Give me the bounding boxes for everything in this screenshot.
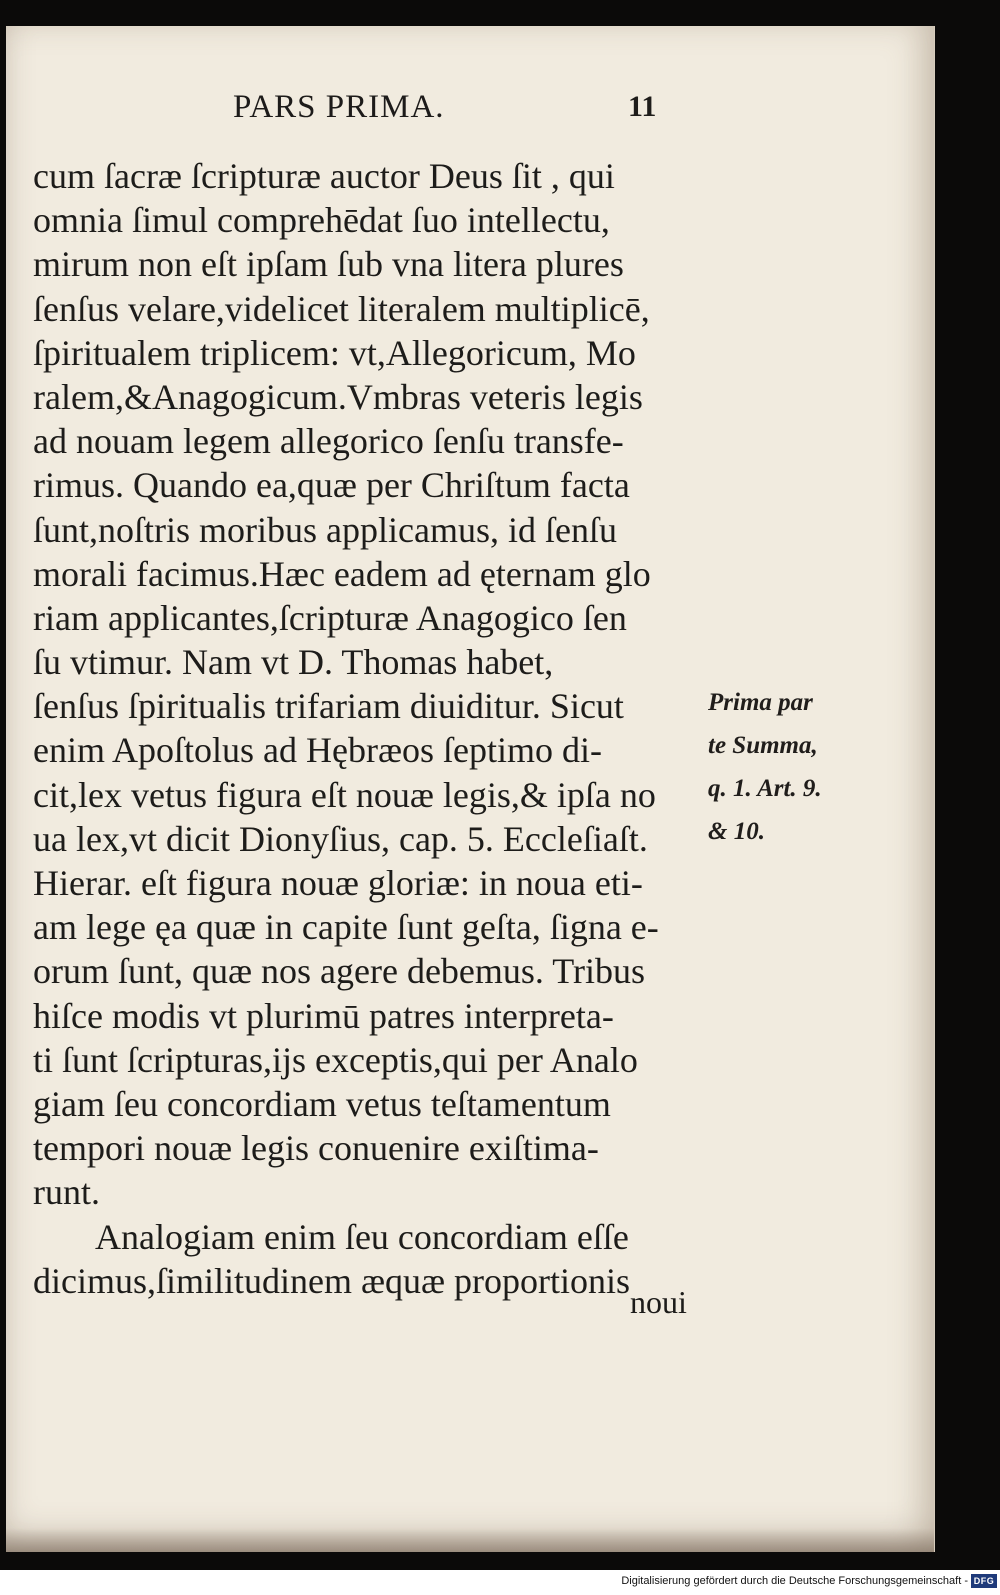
- page-bottom-shadow: [6, 1528, 934, 1552]
- dfg-logo-icon: DFG: [971, 1574, 997, 1588]
- text-line-24: runt.: [33, 1172, 100, 1213]
- text-line-11: riam applicantes,ſcripturæ Anagogico ſen: [33, 597, 627, 638]
- text-line-21: ti ſunt ſcripturas,ijs exceptis,qui per Analo: [33, 1039, 638, 1080]
- text-line-8: rimus. Quando ea,quæ per Chriſtum facta: [33, 465, 630, 506]
- marginal-note: [708, 681, 854, 853]
- marginal-line-1: Prima par: [708, 689, 813, 716]
- book-page: [6, 26, 935, 1552]
- text-line-5: ſpiritualem triplicem: vt,Allegoricum, Mo: [33, 332, 636, 373]
- text-line-16: ua lex,vt dicit Dionyſius, cap. 5. Eccleſiaſt.: [33, 818, 648, 859]
- text-line-22: giam ſeu concordiam vetus teſtamentum: [33, 1083, 611, 1124]
- text-line-14: enim Apoſtolus ad Hębræos ſeptimo di-: [33, 730, 602, 771]
- text-line-26: dicimus,ſimilitudinem æquæ proportionis: [33, 1260, 631, 1301]
- text-line-15: cit,lex vetus figura eſt nouæ legis,& ipſa no: [33, 774, 656, 815]
- text-line-13: ſenſus ſpiritualis trifariam diuiditur. Sicut: [33, 686, 624, 727]
- text-line-19: orum ſunt, quæ nos agere debemus. Tribus: [33, 951, 645, 992]
- text-line-7: ad nouam legem allegorico ſenſu transfe-: [33, 421, 624, 462]
- text-line-23: tempori nouæ legis conuenire exiſtima-: [33, 1128, 599, 1169]
- text-line-4: ſenſus velare,videlicet literalem multiplicē,: [33, 288, 650, 329]
- text-line-6: ralem,&Anagogicum.Vmbras veteris legis: [33, 376, 643, 417]
- text-line-18: am lege ęa quæ in capite ſunt geſta, ſigna e-: [33, 907, 659, 948]
- marginal-line-2: te Summa,: [708, 732, 818, 759]
- text-line-1: cum ſacræ ſcripturæ auctor Deus ſit , qui: [33, 156, 615, 196]
- marginal-line-3: q. 1. Art. 9.: [708, 775, 822, 802]
- text-line-3: mirum non eſt ipſam ſub vna litera plures: [33, 244, 624, 285]
- marginal-line-4: & 10.: [708, 818, 765, 845]
- text-line-25: Analogiam enim ſeu concordiam eſſe: [95, 1216, 629, 1257]
- folio-number: 11: [628, 90, 657, 123]
- catchword: noui: [630, 1284, 687, 1320]
- text-line-12: ſu vtimur. Nam vt D. Thomas habet,: [33, 642, 554, 683]
- text-line-9: ſunt,noſtris moribus applicamus, id ſenſu: [33, 509, 617, 550]
- digitization-footer: [0, 1570, 1000, 1595]
- text-line-10: morali facimus.Hæc eadem ad ęternam glo: [33, 553, 651, 594]
- text-line-2: omnia ſimul comprehēdat ſuo intellectu,: [33, 200, 610, 241]
- running-head: PARS PRIMA.: [233, 89, 445, 125]
- text-line-17: Hierar. eſt figura nouæ gloriæ: in noua eti-: [33, 863, 643, 903]
- main-text-block: [33, 154, 713, 1303]
- footer-credit: Digitalisierung gefördert durch die Deutsche Forschungsgemeinschaft -: [621, 1575, 968, 1587]
- text-line-20: hiſce modis vt plurimū patres interpreta-: [33, 995, 614, 1036]
